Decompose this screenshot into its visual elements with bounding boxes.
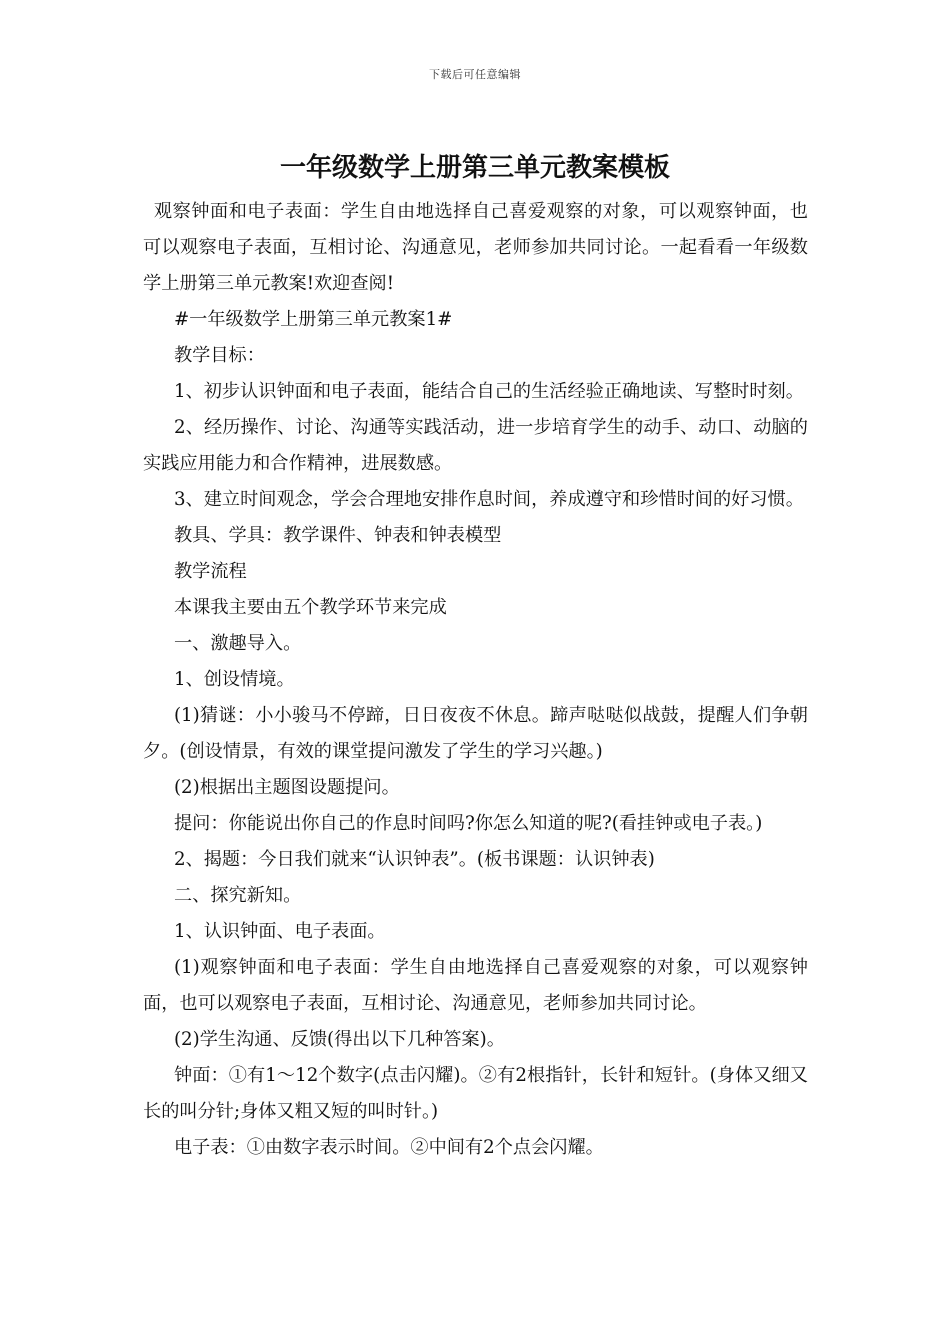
paragraph: (2)学生沟通、反馈(得出以下几种答案)。	[173, 1029, 505, 1050]
document-body	[143, 194, 808, 1166]
header-note: 下载后可任意编辑	[429, 68, 521, 81]
paragraph: 1、初步认识钟面和电子表面，能结合自己的生活经验正确地读、写整时时刻。	[173, 381, 804, 402]
paragraph: 二、探究新知。	[173, 885, 302, 906]
paragraph: 2、经历操作、讨论、沟通等实践活动，进一步培育学生的动手、动口、动脑的实践应用能力和合作精神，进展数感。	[143, 417, 808, 474]
paragraph: 本课我主要由五个教学环节来完成	[173, 597, 447, 618]
paragraph: 教学目标：	[173, 345, 265, 366]
paragraph: (1)观察钟面和电子表面：学生自由地选择自己喜爱观察的对象，可以观察钟面，也可以观察电子表面，互相讨论、沟通意见，老师参加共同讨论。	[143, 957, 808, 1014]
paragraph: 1、认识钟面、电子表面。	[173, 921, 386, 942]
paragraph: 教学流程	[173, 561, 247, 582]
paragraph: 观察钟面和电子表面：学生自由地选择自己喜爱观察的对象，可以观察钟面，也可以观察电子表面，互相讨论、沟通意见，老师参加共同讨论。一起看看一年级数学上册第三单元教案!欢迎查阅!	[143, 201, 808, 294]
paragraph: #一年级数学上册第三单元教案1#	[173, 309, 453, 330]
paragraph: 3、建立时间观念，学会合理地安排作息时间，养成遵守和珍惜时间的好习惯。	[173, 489, 804, 510]
paragraph: 提问：你能说出你自己的作息时间吗?你怎么知道的呢?(看挂钟或电子表。)	[173, 813, 763, 834]
paragraph: 一、激趣导入。	[173, 633, 302, 654]
paragraph: (1)猜谜：小小骏马不停蹄，日日夜夜不休息。蹄声哒哒似战鼓，提醒人们争朝夕。(创设情景，有效的课堂提问激发了学生的学习兴趣。)	[143, 705, 808, 762]
paragraph: 钟面：①有1～12个数字(点击闪耀)。②有2根指针，长针和短针。(身体又细又长的叫分针;身体又粗又短的叫时针。)	[143, 1065, 808, 1122]
paragraph: 1、创设情境。	[173, 669, 295, 690]
paragraph: 教具、学具：教学课件、钟表和钟表模型	[173, 525, 502, 546]
document-title: 一年级数学上册第三单元教案模板	[279, 153, 670, 183]
paragraph: (2)根据出主题图设题提问。	[173, 777, 400, 798]
paragraph: 2、揭题：今日我们就来“认识钟表”。(板书课题：认识钟表)	[173, 849, 655, 870]
paragraph: 电子表：①由数字表示时间。②中间有2个点会闪耀。	[173, 1137, 604, 1158]
